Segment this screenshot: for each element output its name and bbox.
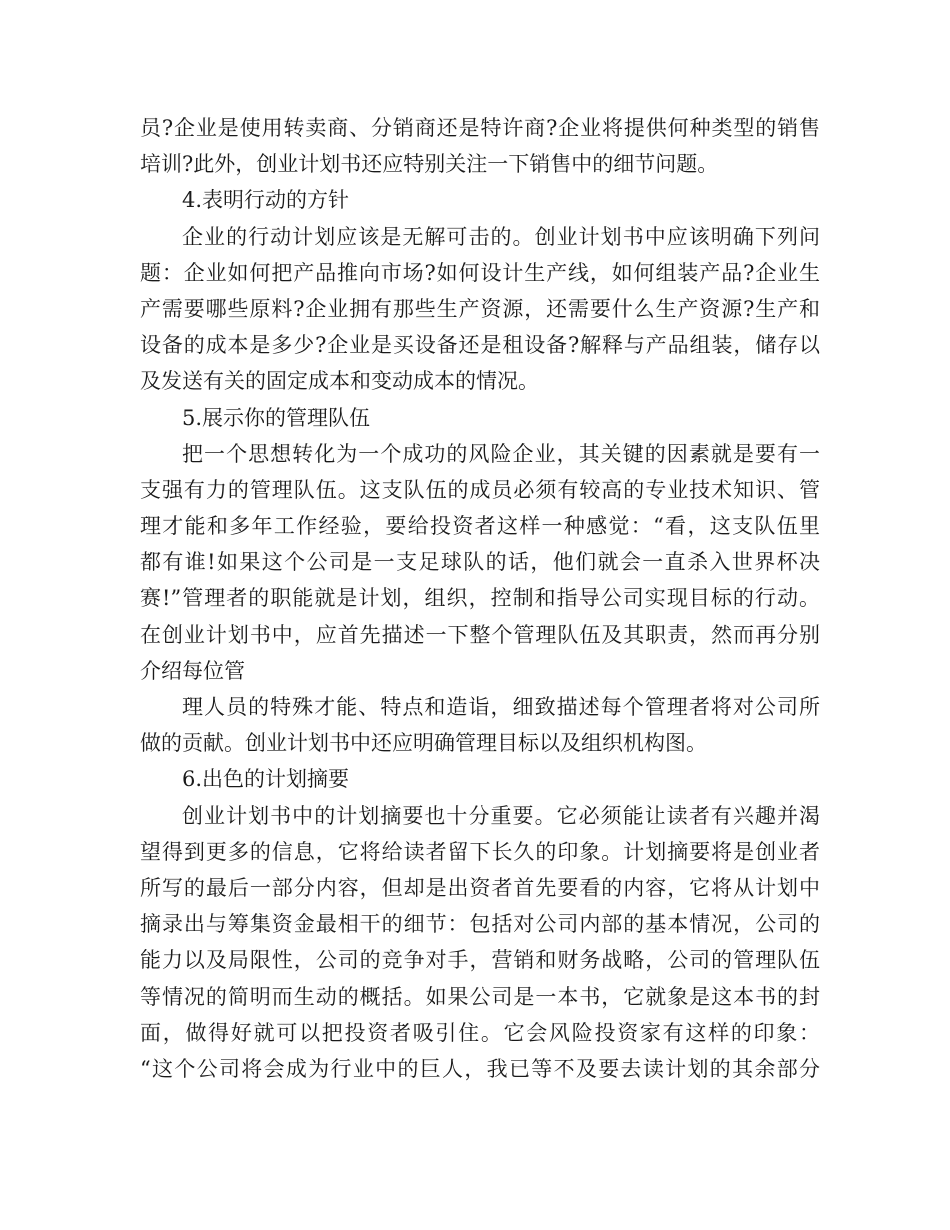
paragraph-line: 企业的行动计划应该是无解可击的。创业计划书中应该明确下列问 <box>182 224 820 249</box>
paragraph-line: 产需要哪些原料?企业拥有那些生产资源，还需要什么生产资源?生产和 <box>140 296 820 321</box>
paragraph-line: 员?企业是使用转卖商、分销商还是特许商?企业将提供何种类型的销售 <box>140 116 820 140</box>
section-heading: 5.展示你的管理队伍 <box>182 405 371 430</box>
paragraph-line: 望得到更多的信息，它将给读者留下长久的印象。计划摘要将是创业者 <box>140 839 820 864</box>
paragraph-line: 都有谁!如果这个公司是一支足球队的话，他们就会一直杀入世界杯决 <box>140 550 820 575</box>
paragraph-line: 赛!”管理者的职能就是计划，组织，控制和指导公司实现目标的行动。 <box>140 586 820 611</box>
document-body <box>140 110 820 1087</box>
paragraph-line: 把一个思想转化为一个成功的风险企业，其关键的因素就是要有一 <box>182 441 820 466</box>
section-heading: 4.表明行动的方针 <box>182 188 350 213</box>
paragraph-line: 所写的最后一部分内容，但却是出资者首先要看的内容，它将从计划中 <box>140 875 820 900</box>
paragraph-line: 等情况的简明而生动的概括。如果公司是一本书，它就象是这本书的封 <box>140 984 820 1009</box>
section-heading: 6.出色的计划摘要 <box>182 767 350 792</box>
paragraph-line: 题：企业如何把产品推向市场?如何设计生产线，如何组装产品?企业生 <box>140 260 820 285</box>
paragraph-line: 及发送有关的固定成本和变动成本的情况。 <box>140 369 539 394</box>
paragraph-line: 理人员的特殊才能、特点和造诣，细致描述每个管理者将对公司所 <box>182 695 820 719</box>
paragraph-line: 支强有力的管理队伍。这支队伍的成员必须有较高的专业技术知识、管 <box>140 477 820 502</box>
paragraph-line: 介绍每位管 <box>140 658 245 683</box>
paragraph-line: 在创业计划书中，应首先描述一下整个管理队伍及其职责，然而再分别 <box>140 622 820 647</box>
paragraph-line: 培训?此外，创业计划书还应特别关注一下销售中的细节问题。 <box>140 152 719 177</box>
paragraph-line: 做的贡献。创业计划书中还应明确管理目标以及组织机构图。 <box>140 731 707 756</box>
paragraph-line: 创业计划书中的计划摘要也十分重要。它必须能让读者有兴趣并渴 <box>182 803 820 828</box>
paragraph-line: 面，做得好就可以把投资者吸引住。它会风险投资家有这样的印象： <box>140 1020 820 1045</box>
paragraph-line: 设备的成本是多少?企业是买设备还是租设备?解释与产品组装，储存以 <box>140 333 820 358</box>
paragraph-line: 理才能和多年工作经验，要给投资者这样一种感觉：“看，这支队伍里 <box>140 514 820 539</box>
paragraph-line: 能力以及局限性，公司的竞争对手，营销和财务战略，公司的管理队伍 <box>140 948 820 973</box>
paragraph-line: 摘录出与筹集资金最相干的细节：包括对公司内部的基本情况，公司的 <box>140 912 820 937</box>
paragraph-line: “这个公司将会成为行业中的巨人，我已等不及要去读计划的其余部分 <box>140 1056 820 1081</box>
